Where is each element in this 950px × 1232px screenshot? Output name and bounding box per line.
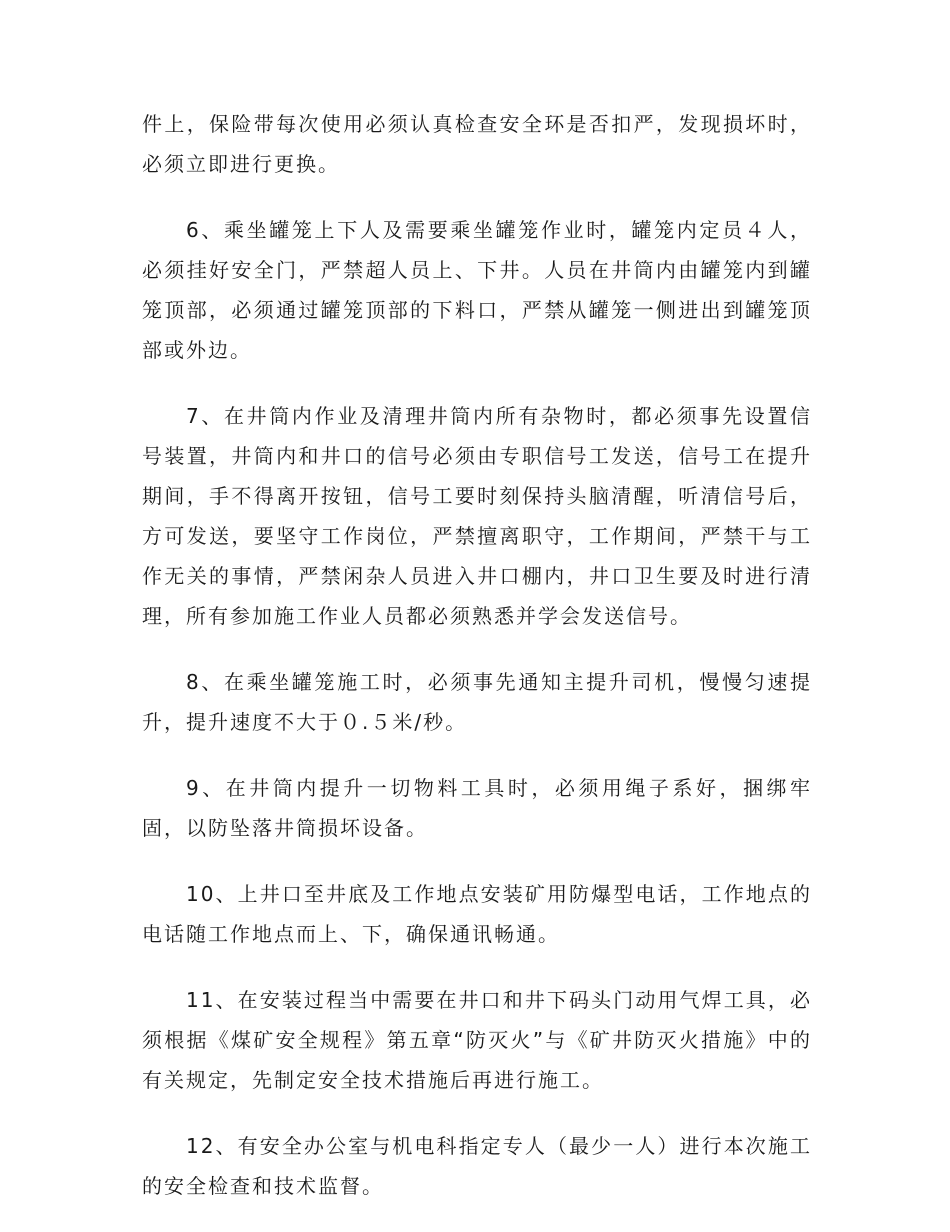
document-body	[142, 104, 812, 1232]
paragraph-item-11: 11、在安装过程当中需要在井口和井下码头门动用气焊工具，必须根据《煤矿安全规程》第五章“防灭火”与《矿井防灭火措施》中的有关规定，先制定安全技术措施后再进行施工。	[142, 988, 812, 1092]
paragraph-item-7: 7、在井筒内作业及清理井筒内所有杂物时，都必须事先设置信号装置，井筒内和井口的信号必须由专职信号工发送，信号工在提升期间，手不得离开按钮，信号工要时刻保持头脑清醒，听清信号后，方可发送，要坚守工作岗位，严禁擅离职守，工作期间，严禁干与工作无关的事情，严禁闲杂人员进入井口棚内，井口卫生要及时进行清理，所有参加施工作业人员都必须熟悉并学会发送信号。	[142, 404, 812, 628]
paragraph-item-12: 12、有安全办公室与机电科指定专人（最少一人）进行本次施工的安全检查和技术监督。	[142, 1134, 812, 1198]
paragraph-continued: 件上，保险带每次使用必须认真检查安全环是否扣严，发现损坏时，必须立即进行更换。	[142, 112, 812, 176]
paragraph-item-9: 9、在井筒内提升一切物料工具时，必须用绳子系好，捆绑牢固，以防坠落井筒损坏设备。	[142, 776, 812, 840]
paragraph-item-10: 10、上井口至井底及工作地点安装矿用防爆型电话，工作地点的电话随工作地点而上、下，确保通讯畅通。	[142, 882, 812, 946]
paragraph-item-6: 6、乘坐罐笼上下人及需要乘坐罐笼作业时，罐笼内定员４人，必须挂好安全门，严禁超人员上、下井。人员在井筒内由罐笼内到罐笼顶部，必须通过罐笼顶部的下料口，严禁从罐笼一侧进出到罐笼顶部或外边。	[142, 218, 812, 362]
paragraph-item-8: 8、在乘坐罐笼施工时，必须事先通知主提升司机，慢慢匀速提升，提升速度不大于０.５米/秒。	[142, 670, 812, 734]
